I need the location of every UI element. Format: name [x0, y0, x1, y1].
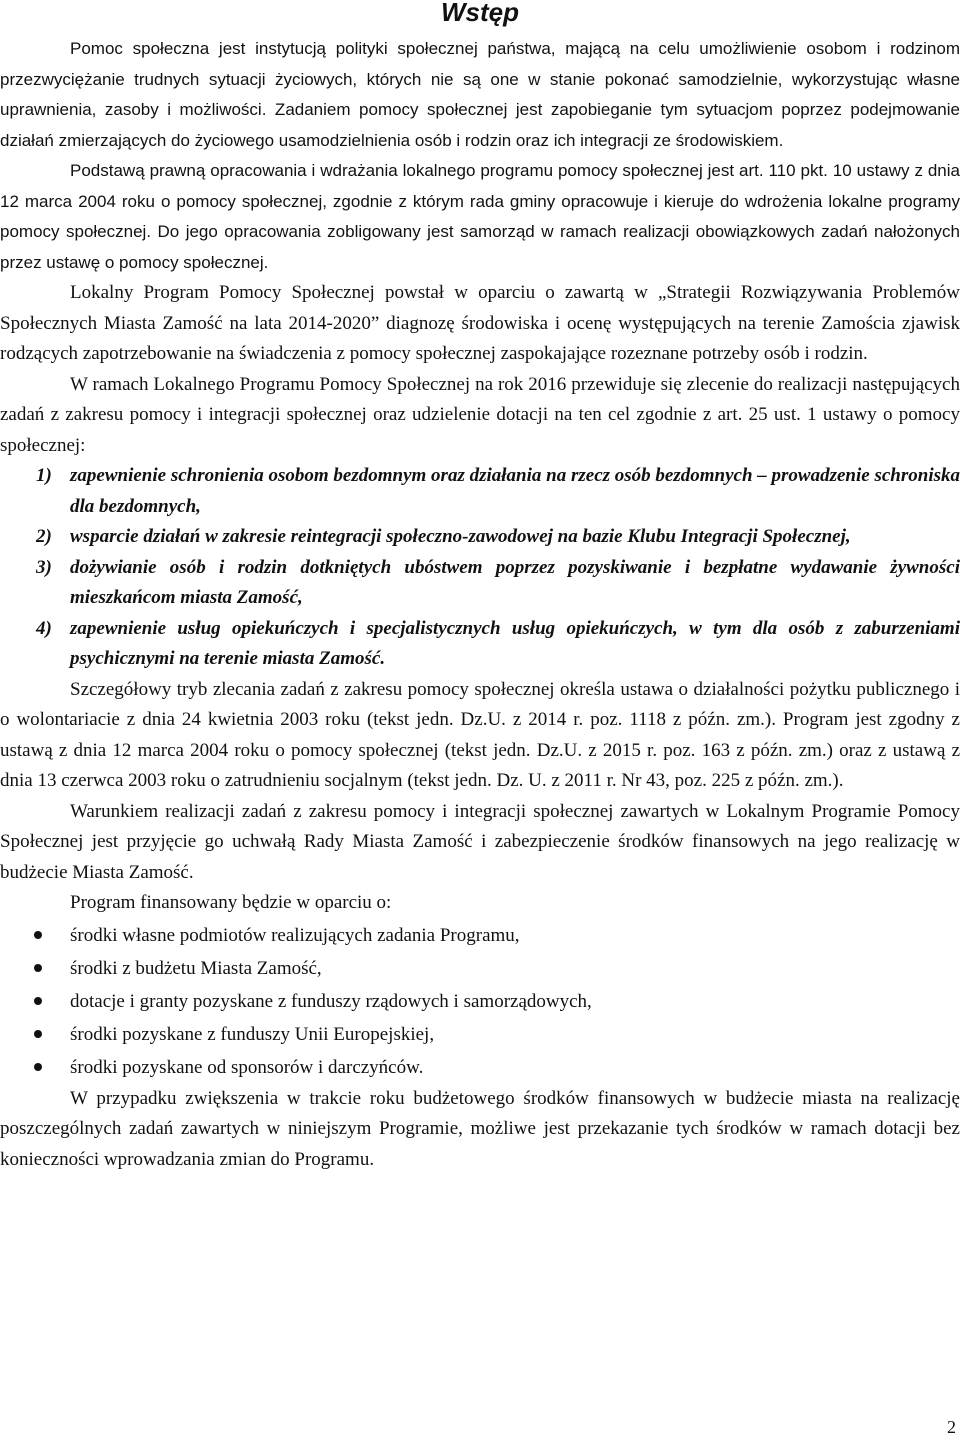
bullet-icon	[34, 1030, 42, 1038]
paragraph-intro: Pomoc społeczna jest instytucją polityki społecznej państwa, mającą na celu umożliwienie osobom i rodzinom przezwyciężanie trudnych sytuacji życiowych, których nie są one w stanie pokonać samodzielnie, wykorzystując własne uprawnienia, zasoby i możliwości. Zadaniem pomocy społecznej jest zapobieganie tym sytuacjom poprzez podejmowanie działań zmierzających do życiowego usamodzielnienia osób i rodzin oraz ich integracji ze środowiskiem.	[0, 39, 960, 150]
funding-text: dotacje i granty pozyskane z funduszy rządowych i samorządowych,	[70, 990, 592, 1012]
paragraph-budget-increase: W przypadku zwiększenia w trakcie roku budżetowego środków finansowych w budżecie miasta na realizację poszczególnych zadań zawartych w niniejszym Programie, możliwe jest przekazanie tych środków w ramach dotacji bez konieczności wprowadzania zmian do Programu.	[0, 1087, 960, 1170]
document-body	[0, 34, 960, 1175]
paragraph-legal-basis: Podstawą prawną opracowania i wdrażania lokalnego programu pomocy społecznej jest art. 110 pkt. 10 ustawy z dnia 12 marca 2004 roku o pomocy społecznej, zgodnie z którym rada gminy opracowuje i kieruje do wdrożenia lokalne programy pomocy społecznej. Do jego opracowania zobligowany jest samorząd w ramach realizacji obowiązkowych zadań nałożonych przez ustawę o pomocy społecznej.	[0, 161, 960, 272]
task-text: wsparcie działań w zakresie reintegracji społeczno-zawodowej na bazie Klubu Integracji Społecznej,	[70, 526, 851, 547]
funding-item	[0, 985, 960, 1018]
task-number: 4)	[36, 617, 52, 639]
paragraph-funding-intro: Program finansowany będzie w oparciu o:	[70, 892, 392, 913]
funding-text: środki pozyskane od sponsorów i darczyńców.	[70, 1056, 424, 1078]
task-list	[0, 461, 960, 675]
funding-text: środki pozyskane z funduszy Unii Europejskiej,	[70, 1023, 435, 1045]
task-number: 3)	[36, 556, 52, 578]
page-number: 2	[947, 1417, 956, 1437]
task-text: zapewnienie usług opiekuńczych i specjalistycznych usług opiekuńczych, w tym dla osób z zaburzeniami psychicznymi na terenie miasta Zamość.	[70, 617, 960, 669]
funding-list	[0, 919, 960, 1084]
task-item	[0, 553, 960, 614]
paragraph-mode: Szczegółowy tryb zlecania zadań z zakresu pomocy społecznej określa ustawa o działalności pożytku publicznego i o wolontariacie z dnia 24 kwietnia 2003 roku (tekst jedn. Dz.U. z 2014 r. poz. 1118 z późn. zm.). Program jest zgodny z ustawą z dnia 12 marca 2004 roku o pomocy społecznej (tekst jedn. Dz.U. z 2015 r. poz. 163 z późn. zm.) oraz z ustawą z dnia 13 czerwca 2003 roku o zatrudnieniu socjalnym (tekst jedn. Dz. U. z 2011 r. Nr 43, poz. 225 z późn. zm.).	[0, 678, 960, 791]
funding-item	[0, 919, 960, 952]
task-number: 1)	[36, 465, 52, 486]
bullet-icon	[34, 1063, 42, 1071]
task-item	[0, 522, 960, 553]
page-title: Wstęp	[441, 0, 519, 27]
paragraph-origin: Lokalny Program Pomocy Społecznej powstał w oparciu o zawartą w „Strategii Rozwiązywania Problemów Społecznych Miasta Zamość na lata 2014-2020” diagnozę środowiska i ocenę występujących na terenie Zamościa zjawisk rodzących zapotrzebowanie na świadczenia z pomocy społecznej zaspokajające rozeznane potrzeby osób i rodzin.	[0, 282, 960, 364]
funding-text: środki z budżetu Miasta Zamość,	[70, 957, 322, 979]
bullet-icon	[34, 931, 42, 939]
paragraph-condition: Warunkiem realizacji zadań z zakresu pomocy i integracji społecznej zawartych w Lokalnym Programie Pomocy Społecznej jest przyjęcie go uchwałą Rady Miasta Zamość i zabezpieczenie środków finansowych na jego realizację w budżecie Miasta Zamość.	[0, 800, 960, 883]
bullet-icon	[34, 997, 42, 1005]
task-number: 2)	[36, 526, 52, 547]
task-text: dożywianie osób i rodzin dotkniętych ubóstwem poprzez pozyskiwanie i bezpłatne wydawanie żywności mieszkańcom miasta Zamość,	[70, 556, 960, 608]
funding-text: środki własne podmiotów realizujących zadania Programu,	[70, 924, 520, 946]
task-item	[0, 461, 960, 522]
funding-item	[0, 952, 960, 985]
funding-item	[0, 1051, 960, 1084]
paragraph-tasks-intro: W ramach Lokalnego Programu Pomocy Społecznej na rok 2016 przewiduje się zlecenie do realizacji następujących zadań z zakresu pomocy i integracji społecznej oraz udzielenie dotacji na ten cel zgodnie z art. 25 ust. 1 ustawy o pomocy społecznej:	[0, 373, 960, 456]
bullet-icon	[34, 964, 42, 972]
task-text: zapewnienie schronienia osobom bezdomnym oraz działania na rzecz osób bezdomnych – prowadzenie schroniska dla bezdomnych,	[70, 465, 960, 517]
task-item	[0, 614, 960, 675]
funding-item	[0, 1018, 960, 1051]
